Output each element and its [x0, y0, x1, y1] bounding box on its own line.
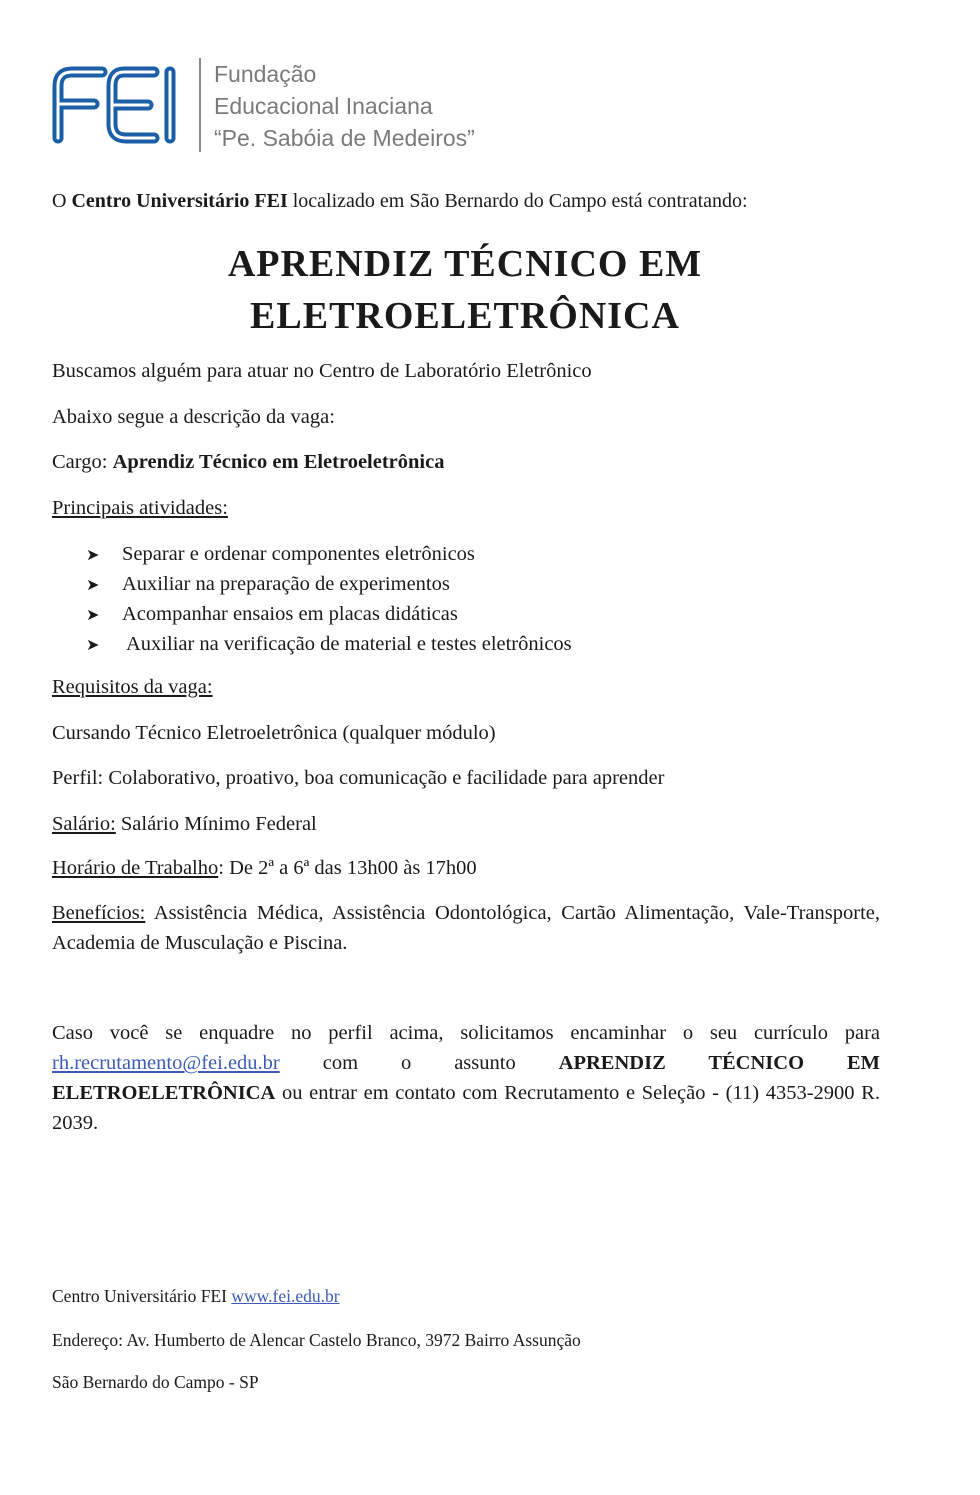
list-item	[86, 540, 572, 570]
cargo-value: Aprendiz Técnico em Eletroeletrônica	[112, 451, 445, 473]
course-requirement: Cursando Técnico Eletroeletrônica (qualquer módulo)	[52, 722, 496, 744]
org-line-3: “Pe. Sabóia de Medeiros”	[214, 125, 475, 151]
arrow-bullet-icon: ➤	[86, 607, 100, 624]
job-title-line-2: ELETROELETRÔNICA	[250, 295, 680, 337]
salary-value: Salário Mínimo Federal	[115, 813, 317, 835]
list-item	[86, 600, 572, 630]
job-title-line-1: APRENDIZ TÉCNICO EM	[227, 243, 703, 285]
activities-heading: Principais atividades:	[52, 497, 228, 519]
benefits-label: Benefícios:	[52, 902, 146, 924]
activity-text: Separar e ordenar componentes eletrônicos	[122, 543, 475, 565]
org-line-2: Educacional Inaciana	[214, 93, 433, 119]
schedule-line	[52, 857, 477, 880]
apply-paragraph	[52, 1018, 880, 1138]
search-statement: Buscamos alguém para atuar no Centro de Laboratório Eletrônico	[52, 360, 592, 382]
footer-address: Endereço: Av. Humberto de Alencar Castelo Branco, 3972 Bairro Assunção	[52, 1330, 581, 1350]
list-item	[86, 570, 572, 600]
arrow-bullet-icon: ➤	[86, 547, 100, 564]
list-item	[86, 630, 572, 660]
profile-requirement: Perfil: Colaborativo, proativo, boa comunicação e facilidade para aprender	[52, 767, 665, 789]
arrow-bullet-icon: ➤	[86, 577, 100, 594]
arrow-bullet-icon: ➤	[86, 637, 100, 654]
description-intro: Abaixo segue a descrição da vaga:	[52, 406, 335, 428]
footer-city: São Bernardo do Campo - SP	[52, 1372, 259, 1392]
activity-text: Auxiliar na verificação de material e testes eletrônicos	[122, 633, 572, 655]
activities-list	[86, 540, 572, 660]
org-line-1: Fundação	[214, 61, 317, 87]
activity-text: Auxiliar na preparação de experimentos	[122, 573, 450, 595]
apply-text-1: Caso você se enquadre no perfil acima, solicitamos encaminhar o seu currículo para	[52, 1022, 880, 1044]
cargo-label: Cargo:	[52, 451, 113, 473]
salary-line	[52, 813, 317, 836]
requirements-heading: Requisitos da vaga:	[52, 676, 213, 698]
email-subject: APRENDIZ TÉCNICO EM ELETROELETRÔNICA	[52, 1052, 880, 1104]
cargo-line	[52, 451, 444, 474]
activity-text: Acompanhar ensaios em placas didáticas	[122, 603, 458, 625]
intro-prefix: O	[52, 190, 72, 212]
salary-label: Salário:	[52, 813, 116, 835]
schedule-label: Horário de Trabalho	[52, 857, 219, 879]
benefits-value: Assistência Médica, Assistência Odontológica, Cartão Alimentação, Vale-Transporte, Academia de Musculação e Piscina.	[52, 902, 880, 954]
apply-text-2: com o assunto	[279, 1052, 559, 1074]
institution-name: Centro Universitário FEI	[71, 190, 288, 212]
website-link[interactable]: www.fei.edu.br	[231, 1286, 340, 1306]
intro-line	[52, 190, 748, 213]
intro-suffix: localizado em São Bernardo do Campo está contratando:	[287, 190, 748, 212]
benefits-paragraph	[52, 898, 880, 958]
schedule-value: : De 2ª a 6ª das 13h00 às 17h00	[218, 857, 477, 879]
organization-name	[214, 58, 475, 154]
email-link[interactable]: rh.recrutamento@fei.edu.br	[52, 1052, 280, 1074]
apply-text-3: ou entrar em contato com Recrutamento e Seleção - (11) 4353-2900 R. 2039.	[52, 1082, 880, 1134]
footer-name: Centro Universitário FEI	[52, 1286, 232, 1306]
footer-institution	[52, 1286, 340, 1307]
